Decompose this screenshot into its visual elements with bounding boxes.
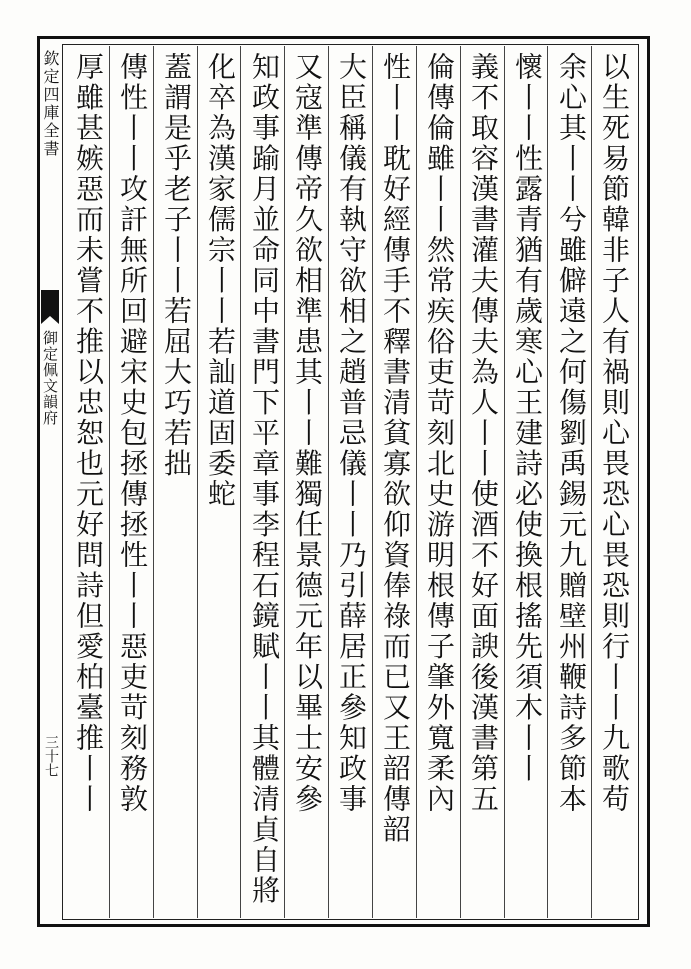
text-column-12: 傳性丨丨攻訐無所回避宋史包拯傳拯性丨丨惡吏苛刻務敦 [116,52,149,815]
text-column-13: 厚雖甚嫉惡而未嘗不推以忠恕也元好問詩但愛柏臺推丨丨 [72,52,105,815]
column-rule [240,46,241,918]
text-column-6: 性丨丨耽好經傳手不釋書清貧寡欲仰資俸祿而已又王韶傳韶 [379,52,412,845]
text-body [64,46,637,918]
text-column-10: 化卒為漢家儒宗丨丨若訕道固委蛇 [204,52,237,510]
column-rule [328,46,329,918]
column-rule [547,46,548,918]
column-rule [591,46,592,918]
column-rule [153,46,154,918]
text-column-5: 倫傳倫雖丨丨然常疾俗吏苛刻北史游明根傳子肇外寬柔內 [423,52,456,815]
text-column-8: 又寇準傳帝久欲相準患其丨丨難獨任景德元年以畢士安參 [291,52,324,815]
text-column-2: 余心其丨丨兮雖僻遠之何傷劉禹錫元九贈壁州鞭詩多節本 [555,52,588,815]
column-rule [197,46,198,918]
column-rule [416,46,417,918]
text-column-7: 大臣稱儀有執守欲相之趙普忌儀丨丨乃引薛居正參知政事 [335,52,368,815]
column-rule [284,46,285,918]
fishtail-mark [41,290,59,316]
page-number: 三十七 [43,735,59,777]
running-title: 欽定四庫全書 [41,50,60,158]
column-rule [460,46,461,918]
text-column-3: 懷丨丨性露青猶有歲寒心王建詩必使換根搖先須木丨丨 [511,52,544,784]
column-rule [372,46,373,918]
text-column-9: 知政事踰月並命同中書門下平章事李程石鏡賦丨丨其體清貞自將 [248,52,281,906]
column-rule [504,46,505,918]
running-subtitle: 御定佩文韻府 [41,330,59,426]
column-rule [109,46,110,918]
text-column-11: 蓋謂是乎老子丨丨若屈大巧若拙 [160,52,193,479]
text-column-1: 以生死易節韓非子人有禍則心畏恐心畏恐則行丨丨九歌苟 [598,52,631,815]
text-column-4: 義不取容漢書灌夫傳夫為人丨丨使酒不好面諛後漢書第五 [467,52,500,815]
